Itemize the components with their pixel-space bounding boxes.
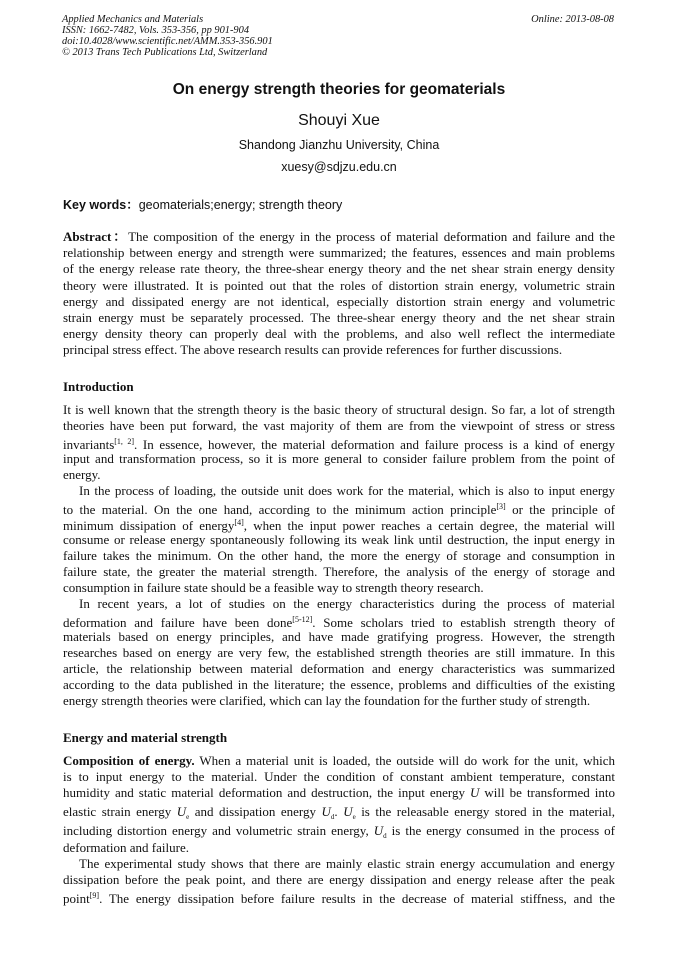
text-line <box>63 418 615 434</box>
text-run: . The energy dissipation before failure results in the decrease of material stiffness, and the <box>99 891 615 907</box>
text-run: article, the relationship between material deformation and energy characteristics was summarized <box>63 661 615 676</box>
subscript: d <box>383 831 387 840</box>
paragraph <box>63 483 615 596</box>
citation: [4] <box>234 518 244 528</box>
text-run: consume or release energy spontaneously following its weak link until destruction, the input energy in <box>63 531 615 547</box>
energy-section-body <box>63 753 615 907</box>
affiliation: Shandong Jianzhu University, China <box>238 138 440 152</box>
text-run: . In essence, however, the material deformation and failure process is a kind of energy <box>134 437 616 453</box>
text-line <box>63 434 616 453</box>
text-line <box>63 294 615 310</box>
text-line <box>63 229 615 245</box>
text-line <box>63 856 615 872</box>
journal-name: Applied Mechanics and Materials <box>62 14 204 25</box>
text-run: according to the data published in the literature; the essence, problems and difficulties of the existing <box>63 677 615 693</box>
text-line <box>63 326 615 342</box>
text-line <box>63 872 615 888</box>
text-run: In recent years, a lot of studies on the energy characteristics during the process of material <box>79 596 615 612</box>
text-run: energy. <box>63 466 101 482</box>
copyright: © 2013 Trans Tech Publications Ltd, Switzerland <box>62 47 268 58</box>
text-run: minimum dissipation of energy <box>63 518 235 534</box>
text-run: will be transformed into <box>479 785 615 801</box>
author: Shouyi Xue <box>298 112 380 129</box>
text-run: deformation and failure. <box>63 839 189 855</box>
text-line <box>63 580 615 596</box>
paragraph <box>63 402 615 483</box>
text-run: invariants <box>63 437 115 453</box>
text-run: is the energy consumed in the process of <box>386 822 615 838</box>
citation: [9] <box>89 891 100 901</box>
citation: [5-12] <box>292 615 313 625</box>
text-run: and dissipation energy <box>189 803 322 819</box>
abstract <box>63 229 615 359</box>
bold-lead: Composition of energy. <box>63 753 195 768</box>
paper-title: On energy strength theories for geomaterials <box>172 81 506 98</box>
text-run: The composition of the energy in the process of material deformation and failure and the <box>128 229 615 244</box>
text-line <box>63 532 615 548</box>
text-line <box>63 693 615 709</box>
text-line <box>63 342 615 358</box>
doi: doi:10.4028/www.scientific.net/AMM.353-356.901 <box>62 36 273 47</box>
introduction-heading: Introduction <box>63 379 134 394</box>
text-run: to the material. On the one hand, according to the minimum action principle <box>63 502 497 518</box>
text-line <box>63 840 615 856</box>
text-run: In the process of loading, the outside unit does work for the material, which is also to input energy <box>79 482 615 498</box>
text-run: elastic strain energy <box>63 803 177 819</box>
text-run: failure state, the greater the material strength. Therefore, the analysis of the energy of storage and <box>63 563 615 579</box>
text-run: energy strength theories were clarified, which can lay the foundation for the further study of strength. <box>63 693 591 709</box>
text-line <box>63 548 615 564</box>
subscript: e <box>186 812 190 821</box>
text-line <box>63 612 616 631</box>
text-run: principal stress effect. The above research results can provide references for further discussions. <box>63 342 563 358</box>
paragraph <box>63 856 615 905</box>
text-line <box>63 451 615 467</box>
math-symbol: U <box>373 822 384 838</box>
text-line <box>63 629 615 645</box>
text-run: It is well known that the strength theory is the basic theory of structural design. So far, a lot of strength <box>63 402 615 417</box>
text-line <box>63 821 615 840</box>
math-symbol: U <box>176 803 187 819</box>
text-run: , when the input power reaches a certain degree, the material will <box>243 518 615 534</box>
text-run: consumption in failure state should be a feasible way to strength theory research. <box>63 580 484 596</box>
paragraph <box>63 596 615 709</box>
text-run: materials based on energy principles, and have made gratifying progress. However, the strength <box>63 628 615 644</box>
text-line <box>63 677 615 693</box>
paragraph <box>63 753 615 856</box>
text-line <box>63 564 615 580</box>
text-run: failure takes the minimum. On the other hand, the more the energy of storage and consumption in <box>63 547 615 563</box>
text-run: strain energy must be separately processed. The three-shear energy theory and the net shear strain <box>63 309 615 325</box>
subscript: d <box>330 812 335 821</box>
text-run: is the releasable energy stored in the material, <box>355 803 615 819</box>
text-run: relationship between energy and strength were summarized; the features, essences and main problems <box>63 245 615 261</box>
citation: [1, 2] <box>114 437 135 447</box>
text-line <box>63 310 615 326</box>
math-symbol: U <box>470 785 480 801</box>
issn: ISSN: 1662-7482, Vols. 353-356, pp 901-904 <box>62 25 250 36</box>
text-run: of the energy release rate theory, the three-shear energy theory and the net shear strain energy density <box>63 261 615 277</box>
text-run: . <box>334 803 344 819</box>
text-run: is to input energy to the material. Under the condition of constant ambient temperature, constant <box>63 769 615 785</box>
text-run: point <box>63 891 90 907</box>
text-run: input and transformation process, so it is more general to consider failure problem from the point of <box>63 450 615 466</box>
text-line <box>63 402 615 418</box>
text-line <box>63 785 615 801</box>
text-run: energy and dissipated energy are not identical, especially distortion strain energy and volumetric <box>63 293 615 309</box>
math-symbol: U <box>321 803 331 819</box>
text-run: theory were illustrated. It is pointed out that the roles of distortion strain energy, volumetric strain <box>63 277 615 293</box>
text-run: theories have been put forward, the vast majority of them are from the viewpoint of stress or stress <box>63 418 615 434</box>
publication-info <box>62 14 273 58</box>
text-line <box>63 802 615 821</box>
math-symbol: U <box>343 803 353 819</box>
text-run: deformation and failure have been done <box>63 615 293 631</box>
text-run: When a material unit is loaded, the outside will do work for the unit, which <box>194 753 615 768</box>
text-run: including distortion energy and volumetric strain energy, <box>63 822 374 838</box>
energy-section-heading: Energy and material strength <box>63 730 228 745</box>
text-run: humidity and static material deformation and destruction, the input energy <box>63 785 470 801</box>
text-line <box>63 483 615 499</box>
citation: [3] <box>496 502 506 512</box>
text-run: . Some scholars tried to establish strength theory of <box>312 615 616 631</box>
text-line <box>63 499 615 518</box>
text-line <box>63 661 615 677</box>
text-run: researches based on energy are very few, the established strength theories are still immature. In this <box>63 644 615 660</box>
online-date: Online: 2013-08-08 <box>531 14 614 25</box>
keywords-label: Key words： <box>63 198 139 212</box>
text-line <box>63 888 615 907</box>
text-line <box>63 278 615 294</box>
text-line <box>63 769 615 785</box>
text-line <box>63 753 615 769</box>
text-line <box>63 515 615 534</box>
text-line <box>63 245 615 261</box>
text-line <box>63 261 615 277</box>
keywords-text: geomaterials;energy; strength theory <box>138 198 343 212</box>
text-run: dissipation before the peak point, and there are energy dissipation and energy release after the peak <box>63 871 615 887</box>
text-run: energy density theory can properly deal with the problems, and also well reflect the intermediate <box>63 326 615 342</box>
subscript: e <box>352 812 356 821</box>
text-run: or the principle of <box>505 502 615 518</box>
text-run: The experimental study shows that there are mainly elastic strain energy accumulation and energy <box>79 855 615 871</box>
bold-lead: Abstract： <box>63 229 129 244</box>
email: xuesy@sdjzu.edu.cn <box>281 160 397 174</box>
text-line <box>63 467 615 483</box>
keywords <box>63 195 342 213</box>
introduction-body <box>63 402 615 710</box>
text-line <box>63 596 615 612</box>
text-line <box>63 645 615 661</box>
